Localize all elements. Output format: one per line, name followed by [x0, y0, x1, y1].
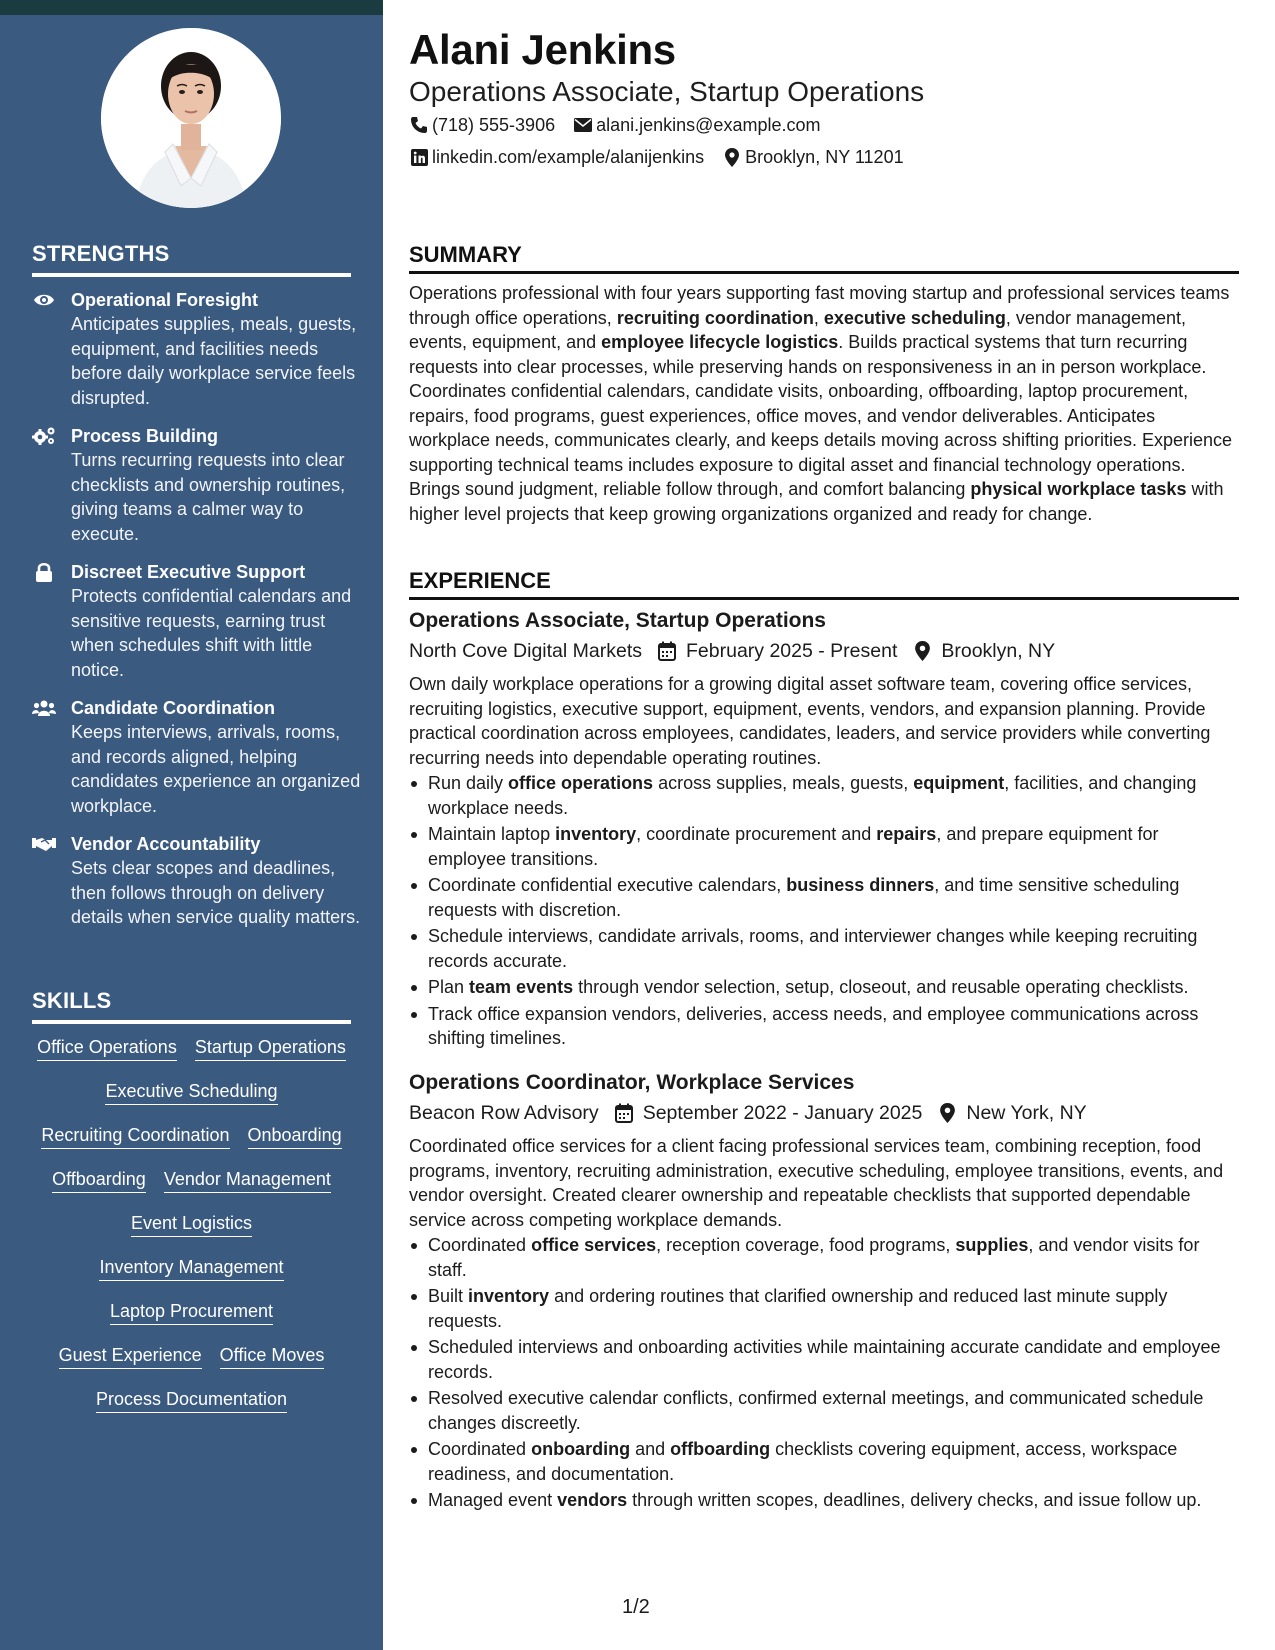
emphasis-text: vendors: [557, 1490, 628, 1510]
strength-item: [32, 424, 362, 546]
linkedin-text: linkedin.com/example/alanijenkins: [432, 147, 705, 167]
skill-tag: Office Operations: [37, 1036, 177, 1061]
text-run: Schedule interviews, candidate arrivals, rooms, and interviewer changes while keeping recruiting records accurate.: [428, 926, 1198, 971]
contact-row: [409, 114, 838, 136]
skill-tag: Onboarding: [248, 1124, 342, 1149]
emphasis-text: onboarding: [531, 1439, 631, 1459]
job-bullet: [409, 1284, 1239, 1333]
emphasis-text: office operations: [508, 773, 654, 793]
job-bullet: [409, 1002, 1239, 1051]
strength-item: [32, 560, 362, 682]
job-bullet: [409, 873, 1239, 922]
page-number: 1/2: [622, 1596, 650, 1618]
summary-heading: SUMMARY: [409, 242, 1239, 274]
job-title: Operations Coordinator, Workplace Services: [409, 1071, 855, 1094]
phone-contact[interactable]: [409, 114, 555, 136]
job-entry: [409, 607, 1239, 1053]
lock-icon: [32, 561, 56, 583]
location-contact: [722, 146, 903, 168]
text-run: through vendor selection, setup, closeout, and reusable operating checklists.: [573, 977, 1189, 997]
text-run: checklists covering equipment, access, workspace readiness, and documentation.: [428, 1439, 1178, 1484]
text-run: , facilities, and changing workplace needs.: [428, 773, 1197, 818]
dates-text: September 2022 - January 2025: [642, 1102, 923, 1124]
job-company: [409, 638, 642, 664]
text-run: through written scopes, deadlines, delivery checks, and issue follow up.: [627, 1490, 1202, 1510]
job-dates: [613, 1100, 923, 1126]
phone-text: (718) 555-3906: [432, 115, 556, 135]
emphasis-text: recruiting coordination: [616, 307, 814, 328]
job-bullet: [409, 822, 1239, 871]
job-description: Coordinated office services for a client facing professional services team, combining reception, food programs, inventory, recruiting administration, executive scheduling, employee transitions, events, and vendor oversight. Created clearer ownership and repeatable checklists that supported dependable service across competing workplace demands.: [409, 1136, 1224, 1230]
experience-heading: EXPERIENCE: [409, 568, 1239, 600]
handshake-icon: [32, 833, 56, 855]
emphasis-text: team events: [469, 977, 574, 997]
emphasis-text: repairs: [876, 824, 937, 844]
job-bullet: [409, 975, 1239, 1000]
map-pin-icon: [911, 640, 933, 662]
text-run: Track office expansion vendors, deliveries, access needs, and employee communications across shifting timelines.: [428, 1003, 1199, 1048]
job-bullets: [409, 1233, 1239, 1513]
emphasis-text: supplies: [955, 1235, 1029, 1255]
text-run: with higher level projects that keep growing organizations organized and ready for change.: [409, 479, 1224, 524]
job-bullet: [409, 1437, 1239, 1486]
calendar-icon: [613, 1102, 635, 1124]
strength-desc: Keeps interviews, arrivals, rooms, and records aligned, helping candidates experience an organized workplace.: [71, 722, 361, 816]
users-icon: [32, 697, 56, 719]
candidate-name: Alani Jenkins: [409, 26, 676, 73]
text-run: , reception coverage, food programs,: [656, 1235, 956, 1255]
job-meta: [409, 1100, 1239, 1126]
summary-text: [409, 281, 1239, 526]
strength-item: [32, 288, 362, 410]
dates-text: February 2025 - Present: [686, 640, 898, 662]
skill-tag: Inventory Management: [99, 1256, 283, 1281]
text-run: across supplies, meals, guests,: [653, 773, 914, 793]
strength-desc: Turns recurring requests into clear checklists and ownership routines, giving teams a calmer way to execute.: [71, 450, 346, 544]
strength-desc: Anticipates supplies, meals, guests, equipment, and facilities needs before daily workplace service feels disrupted.: [71, 314, 357, 408]
skill-tag: Guest Experience: [59, 1344, 202, 1369]
text-run: Operations professional with four years supporting fast moving startup and professional services teams through office operations,: [409, 283, 1230, 328]
candidate-headline: Operations Associate, Startup Operations: [409, 76, 925, 107]
job-bullet: [409, 1488, 1239, 1513]
sidebar: [0, 0, 383, 1650]
eye-icon: [32, 289, 56, 311]
skill-tag: Startup Operations: [195, 1036, 346, 1061]
strengths-list: [32, 288, 362, 944]
text-run: Coordinated: [428, 1439, 532, 1459]
text-run: Managed event: [428, 1490, 558, 1510]
linkedin-contact[interactable]: [409, 146, 704, 168]
text-run: Coordinate confidential executive calendars,: [428, 875, 787, 895]
calendar-icon: [656, 640, 678, 662]
profile-photo: [101, 28, 281, 208]
email-text: alani.jenkins@example.com: [596, 115, 821, 135]
strength-title: Discreet Executive Support: [71, 562, 306, 582]
strength-desc: Sets clear scopes and deadlines, then follows through on delivery details when service quality matters.: [71, 858, 361, 927]
company-name: Beacon Row Advisory: [409, 1102, 599, 1124]
job-meta: [409, 638, 1239, 664]
text-run: , vendor management, events, equipment, and: [409, 307, 1187, 352]
job-bullet: [409, 1233, 1239, 1282]
job-bullet: [409, 1335, 1239, 1384]
strengths-heading: STRENGTHS: [32, 241, 351, 277]
location-text: Brooklyn, NY 11201: [745, 147, 904, 167]
emphasis-text: physical workplace tasks: [970, 479, 1187, 499]
job-bullet: [409, 771, 1239, 820]
skills-heading: SKILLS: [32, 988, 351, 1024]
text-run: ,: [813, 307, 824, 328]
text-run: Coordinated: [428, 1235, 532, 1255]
skill-tag: Recruiting Coordination: [41, 1124, 229, 1149]
linkedin-icon: [409, 147, 429, 167]
skill-tag: Event Logistics: [131, 1212, 252, 1237]
text-run: , and prepare equipment for employee transitions.: [428, 824, 1159, 869]
skill-tag: Vendor Management: [164, 1168, 331, 1193]
emphasis-text: inventory: [468, 1286, 550, 1306]
text-run: , coordinate procurement and: [636, 824, 877, 844]
text-run: and ordering routines that clarified ownership and reduced last minute supply requests.: [428, 1286, 1168, 1331]
gears-icon: [32, 425, 56, 447]
emphasis-text: business dinners: [786, 875, 935, 895]
text-run: Resolved executive calendar conflicts, confirmed external meetings, and communicated schedule changes discreetly.: [428, 1388, 1204, 1433]
text-run: , and time sensitive scheduling requests with discretion.: [428, 875, 1180, 920]
phone-icon: [409, 115, 429, 135]
strength-item: [32, 832, 362, 930]
strength-item: [32, 696, 362, 818]
emphasis-text: offboarding: [670, 1439, 771, 1459]
strength-title: Operational Foresight: [71, 290, 259, 310]
emphasis-text: inventory: [555, 824, 637, 844]
skill-tag: Executive Scheduling: [105, 1080, 277, 1105]
email-contact[interactable]: [573, 114, 820, 136]
skill-tag: Offboarding: [52, 1168, 146, 1193]
map-pin-icon: [722, 147, 742, 167]
job-bullets: [409, 771, 1239, 1051]
map-pin-icon: [936, 1102, 958, 1124]
text-run: , and vendor visits for staff.: [428, 1235, 1200, 1280]
location-text: New York, NY: [966, 1102, 1087, 1124]
skill-tag: Process Documentation: [96, 1388, 287, 1413]
job-title: Operations Associate, Startup Operations: [409, 609, 826, 632]
strength-title: Vendor Accountability: [71, 834, 261, 854]
strength-title: Candidate Coordination: [71, 698, 275, 718]
job-location: [936, 1100, 1086, 1126]
text-run: . Builds practical systems that turn recurring requests into clear processes, while preserving hands on responsiveness in an in person workplace. Coordinates confidential calendars, candidate visits, onboarding, offboarding, laptop procurement, repairs, food programs, guest experiences, office moves, and vendor deliverables. Anticipates workplace needs, communicates clearly, and keeps details moving across shifting priorities. Experience supporting technical teams includes exposure to digital asset and financial technology operations. Brings sound judgment, reliable follow through, and comfort balancing: [409, 332, 1233, 499]
job-dates: [656, 638, 897, 664]
emphasis-text: executive scheduling: [823, 307, 1006, 328]
text-run: and: [630, 1439, 671, 1459]
text-run: Built: [428, 1286, 469, 1306]
envelope-icon: [573, 115, 593, 135]
job-bullet: [409, 924, 1239, 973]
strength-desc: Protects confidential calendars and sensitive requests, earning trust when schedules shift with little notice.: [71, 586, 352, 680]
text-run: Run daily: [428, 773, 509, 793]
job-location: [911, 638, 1055, 664]
emphasis-text: equipment: [913, 773, 1005, 793]
location-text: Brooklyn, NY: [941, 640, 1056, 662]
sidebar-top-bar: [0, 0, 383, 15]
emphasis-text: employee lifecycle logistics: [601, 332, 839, 352]
skill-tag: Laptop Procurement: [110, 1300, 273, 1325]
strength-title: Process Building: [71, 426, 219, 446]
company-name: North Cove Digital Markets: [409, 640, 642, 662]
text-run: Scheduled interviews and onboarding activities while maintaining accurate candidate and employee records.: [428, 1337, 1221, 1382]
job-entry: [409, 1069, 1239, 1515]
skill-tag: Office Moves: [220, 1344, 325, 1369]
skills-list: [32, 1036, 351, 1432]
emphasis-text: office services: [531, 1235, 657, 1255]
contact-row: [409, 146, 922, 168]
job-company: [409, 1100, 599, 1126]
text-run: Maintain laptop: [428, 824, 556, 844]
job-bullet: [409, 1386, 1239, 1435]
text-run: Plan: [428, 977, 470, 997]
job-description: Own daily workplace operations for a growing digital asset software team, covering office services, recruiting logistics, executive support, equipment, events, vendors, and expansion planning. Provide practical coordination across employees, candidates, leaders, and service providers while converting recurring needs into dependable operating routines.: [409, 674, 1211, 768]
